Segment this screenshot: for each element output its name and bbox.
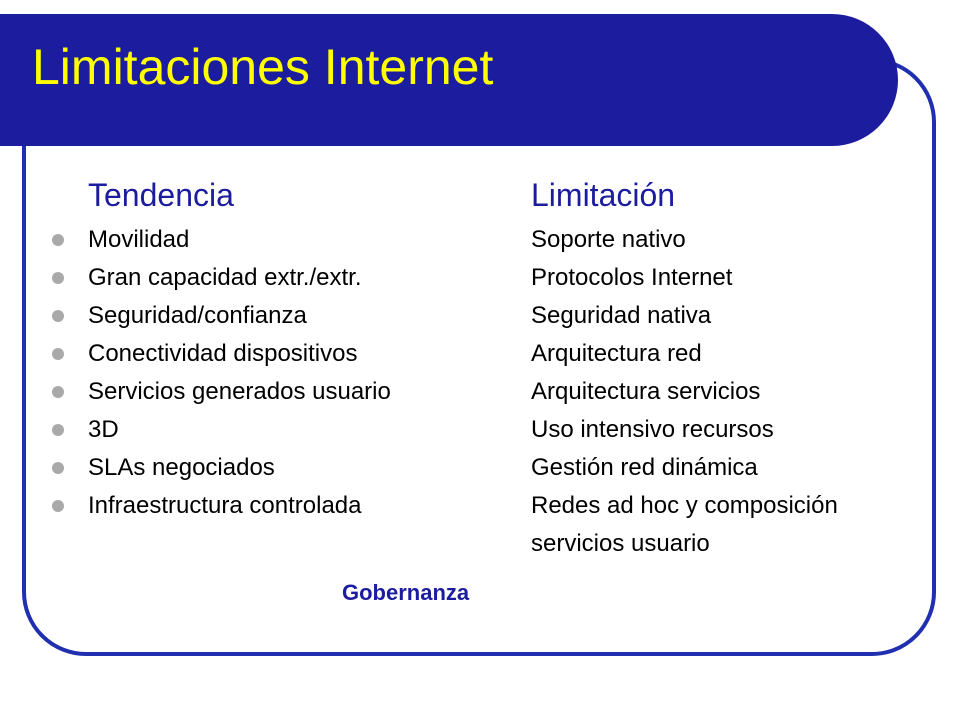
limitation-text: Gestión red dinámica (531, 454, 758, 481)
bullet-icon (52, 424, 64, 436)
list-item (0, 336, 960, 374)
limitation-text: Arquitectura red (531, 340, 702, 367)
trend-text: SLAs negociados (88, 454, 275, 481)
column-header-trend: Tendencia (88, 177, 234, 213)
bullet-icon (52, 386, 64, 398)
bullet-icon (52, 234, 64, 246)
trend-text: Conectividad dispositivos (88, 340, 358, 367)
trend-text: Movilidad (88, 226, 190, 253)
limitation-text: Protocolos Internet (531, 264, 733, 291)
list-item (0, 374, 960, 412)
list-item (0, 488, 960, 526)
limitation-text: Uso intensivo recursos (531, 416, 774, 443)
trend-text: Infraestructura controlada (88, 492, 362, 519)
trend-text: 3D (88, 416, 119, 443)
limitation-text: Seguridad nativa (531, 302, 712, 329)
list-item (0, 450, 960, 488)
list-item (0, 260, 960, 298)
limitation-text: Redes ad hoc y composición (531, 492, 838, 519)
list-item (0, 222, 960, 260)
bullet-icon (52, 500, 64, 512)
column-header-limitation: Limitación (531, 177, 676, 213)
footer-label: Gobernanza (342, 580, 470, 605)
bullet-icon (52, 310, 64, 322)
trend-text: Seguridad/confianza (88, 302, 307, 329)
limitation-text: Arquitectura servicios (531, 378, 761, 405)
list-item-continuation (0, 526, 960, 564)
list-item (0, 412, 960, 450)
bullet-icon (52, 348, 64, 360)
trend-text: Gran capacidad extr./extr. (88, 264, 362, 291)
trend-text: Servicios generados usuario (88, 378, 391, 405)
limitation-text: servicios usuario (531, 530, 710, 557)
slide-title: Limitaciones Internet (32, 39, 494, 95)
trend-limitation-list (0, 222, 960, 564)
list-item (0, 298, 960, 336)
bullet-icon (52, 272, 64, 284)
bullet-icon (52, 462, 64, 474)
limitation-text: Soporte nativo (531, 226, 686, 253)
